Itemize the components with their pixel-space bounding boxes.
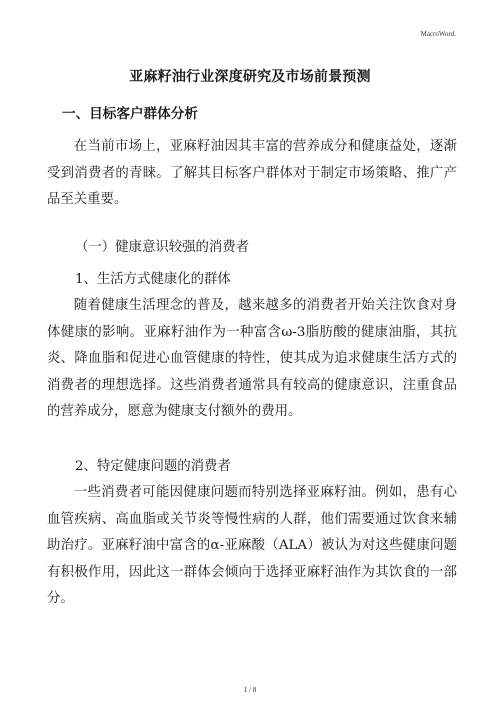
section-intro-paragraph: 在当前市场上，亚麻籽油因其丰富的营养成分和健康益处，逐渐受到消费者的青睐。了解其目标客户群体对于制定市场策略、推广产品至关重要。 bbox=[47, 139, 457, 208]
header-brand: MacroWord. bbox=[420, 30, 456, 38]
subsection-heading: （一）健康意识较强的消费者 bbox=[75, 240, 250, 255]
document-title: 亚麻籽油行业深度研究及市场前景预测 bbox=[129, 69, 371, 85]
item-1-paragraph: 随着健康生活理念的普及，越来越多的消费者开始关注饮食对身体健康的影响。亚麻籽油作为一种富含ω-3脂肪酸的健康油脂，其抗炎、降血脂和促进心血管健康的特性，使其成为追求健康生活方式的消费者的理想选择。这些消费者通常具有较高的健康意识，注重食品的营养成分，愿意为健康支付额外的费用。 bbox=[47, 298, 457, 420]
item-1-heading: 1、生活方式健康化的群体 bbox=[75, 272, 231, 287]
section-heading: 一、目标客户群体分析 bbox=[62, 106, 198, 122]
item-2-paragraph: 一些消费者可能因健康问题而特别选择亚麻籽油。例如，患有心血管疾病、高血脂或关节炎等慢性病的人群，他们需要通过饮食来辅助治疗。亚麻籽油中富含的α-亚麻酸（ALA）被认为对这些健康问题有积极作用，因此这一群体会倾向于选择亚麻籽油作为其饮食的一部分。 bbox=[47, 485, 457, 607]
item-2-heading: 2、特定健康问题的消费者 bbox=[75, 459, 231, 474]
page-indicator: 1 / 8 bbox=[243, 686, 257, 694]
